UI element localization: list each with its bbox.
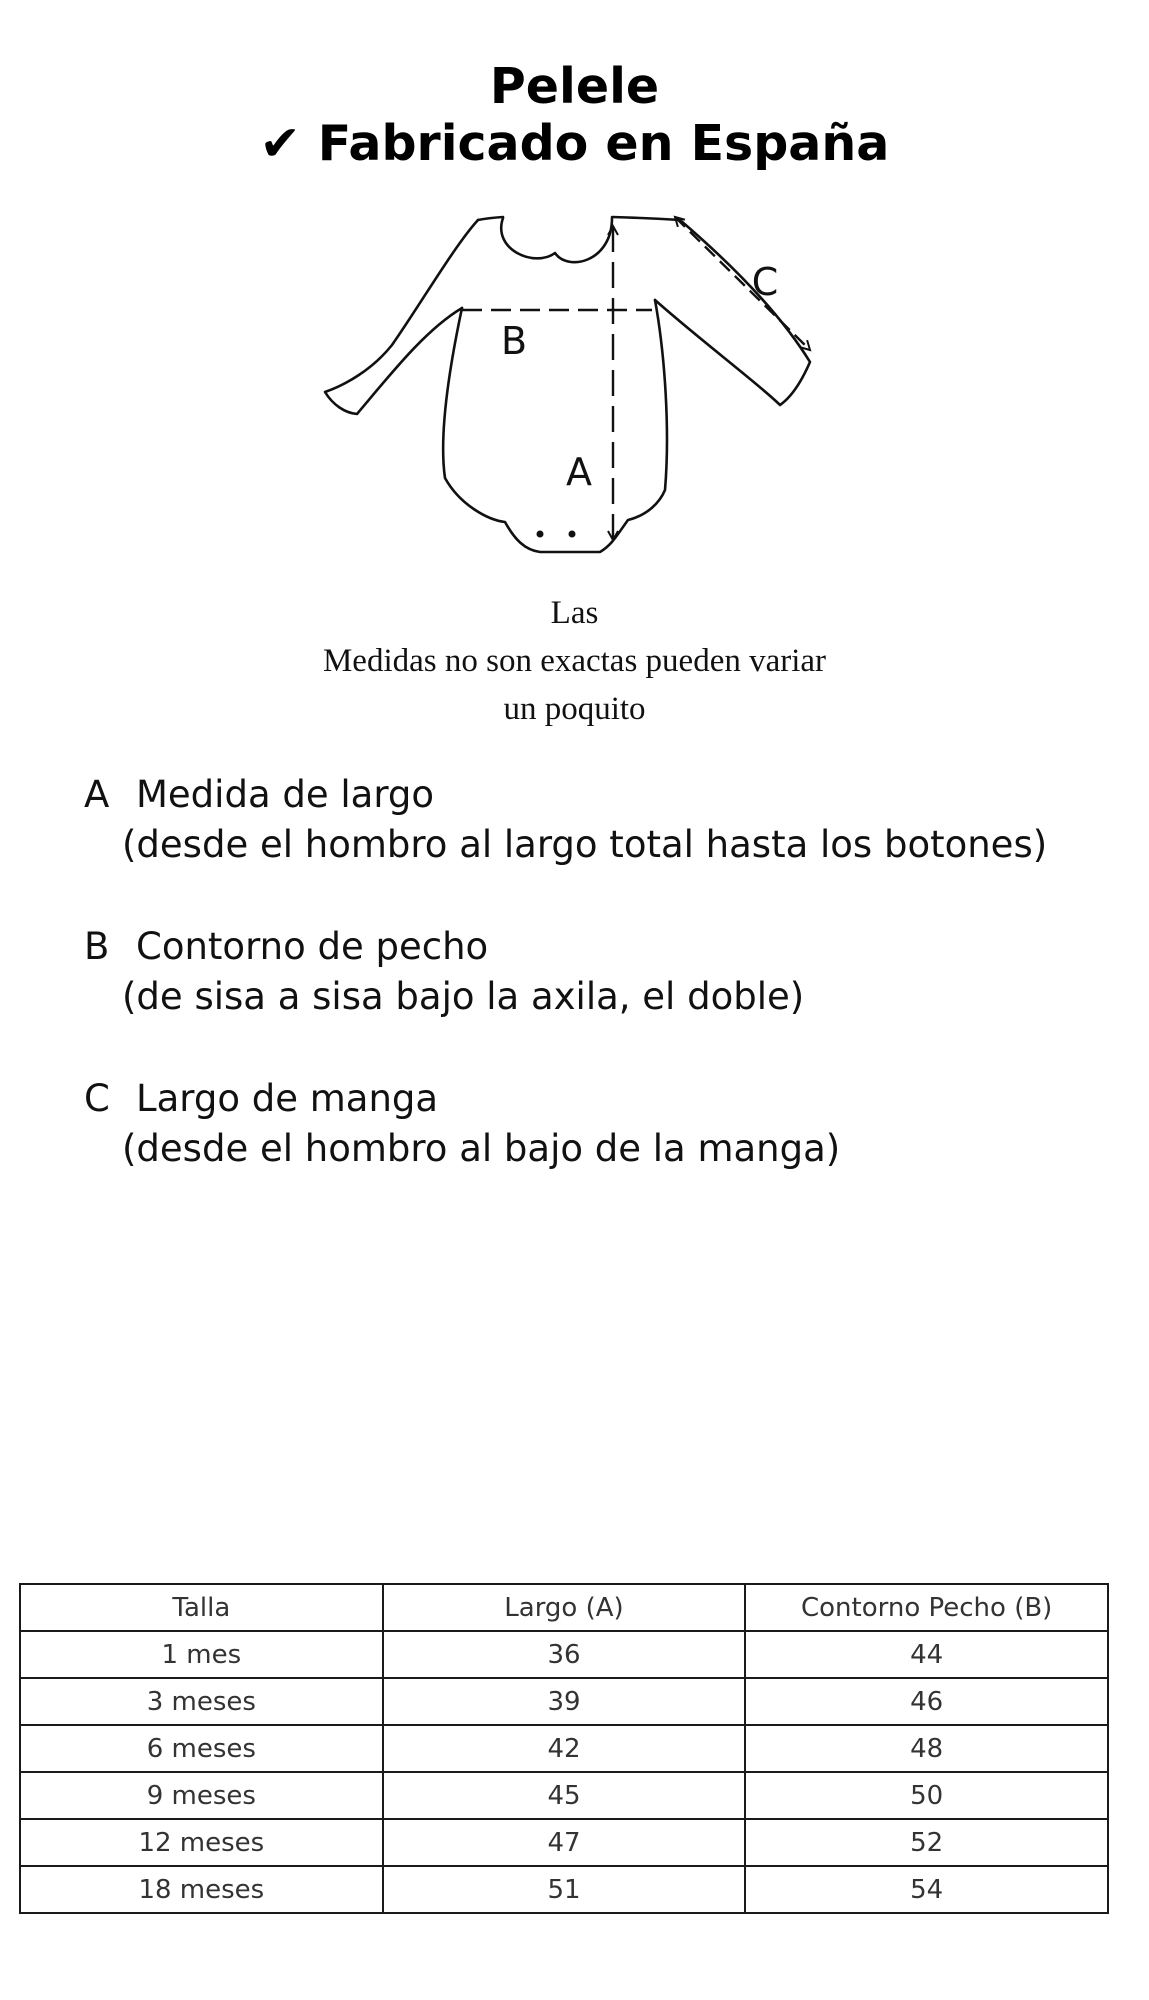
table-cell: 46: [745, 1678, 1108, 1725]
page-subtitle: ✔ Fabricado en España: [259, 115, 890, 172]
note-line: Las: [550, 595, 599, 631]
legend-description: (desde el hombro al bajo de la manga): [122, 1127, 841, 1170]
table-cell: 52: [745, 1819, 1108, 1866]
table-cell: 3 meses: [20, 1678, 383, 1725]
diagram-label-a: A: [566, 450, 592, 494]
table-cell: 36: [383, 1631, 746, 1678]
table-header-row: [20, 1584, 1108, 1631]
legend-item-a: [84, 770, 1047, 870]
table-row: [20, 1678, 1108, 1725]
legend-letter: B: [84, 925, 110, 968]
legend-letter: A: [84, 773, 110, 816]
legend-label: Contorno de pecho: [136, 925, 489, 968]
snap-button-dot: [569, 531, 576, 538]
table-cell: 6 meses: [20, 1725, 383, 1772]
table-cell: 50: [745, 1772, 1108, 1819]
table-cell: 39: [383, 1678, 746, 1725]
legend-label: Medida de largo: [136, 773, 435, 816]
column-header: Largo (A): [383, 1584, 746, 1631]
column-header: Talla: [20, 1584, 383, 1631]
snap-button-dot: [537, 531, 544, 538]
table-row: [20, 1725, 1108, 1772]
table-cell: 42: [383, 1725, 746, 1772]
page-title: Pelele: [489, 58, 660, 115]
column-header: Contorno Pecho (B): [745, 1584, 1108, 1631]
table-cell: 45: [383, 1772, 746, 1819]
legend-label: Largo de manga: [136, 1077, 439, 1120]
table-row: [20, 1819, 1108, 1866]
table-row: [20, 1772, 1108, 1819]
table-cell: 12 meses: [20, 1819, 383, 1866]
note-line: Medidas no son exactas pueden variar: [322, 643, 827, 679]
note-line: un poquito: [503, 691, 646, 727]
table-cell: 1 mes: [20, 1631, 383, 1678]
table-cell: 47: [383, 1819, 746, 1866]
table-cell: 48: [745, 1725, 1108, 1772]
table-cell: 54: [745, 1866, 1108, 1913]
legend-description: (desde el hombro al largo total hasta los botones): [122, 823, 1048, 866]
table-row: [20, 1631, 1108, 1678]
legend-description: (de sisa a sisa bajo la axila, el doble): [122, 975, 805, 1018]
table-row: [20, 1866, 1108, 1913]
diagram-label-b: B: [500, 319, 528, 363]
table-cell: 51: [383, 1866, 746, 1913]
table-cell: 9 meses: [20, 1772, 383, 1819]
table-cell: 18 meses: [20, 1866, 383, 1913]
size-table: [19, 1583, 1109, 1914]
legend-letter: C: [84, 1077, 110, 1120]
diagram-label-c: C: [751, 260, 779, 304]
legend-item-c: [84, 1074, 840, 1174]
legend-item-b: [84, 922, 804, 1022]
table-cell: 44: [745, 1631, 1108, 1678]
romper-outline: [325, 217, 810, 552]
garment-diagram: [0, 0, 1149, 580]
